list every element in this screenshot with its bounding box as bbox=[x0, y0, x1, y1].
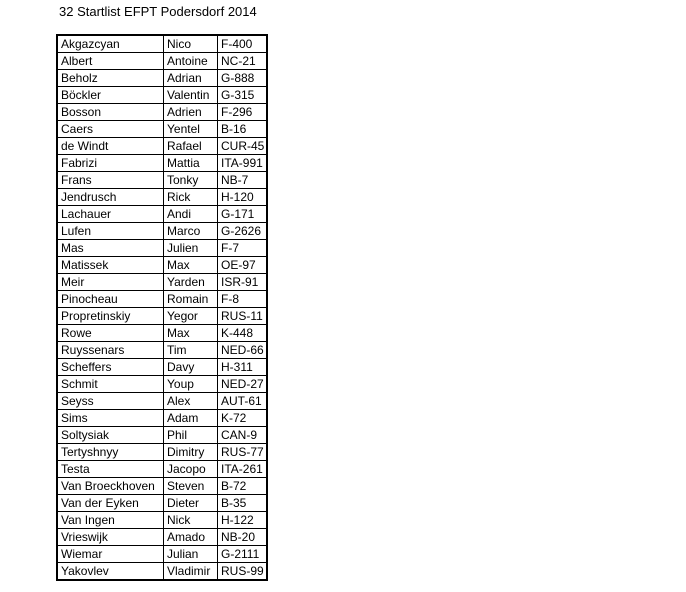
last-name-cell: Van der Eyken bbox=[57, 495, 164, 512]
last-name-cell: Sims bbox=[57, 410, 164, 427]
table-row bbox=[57, 342, 267, 359]
sail-number-cell: B-72 bbox=[218, 478, 268, 495]
first-name-cell: Valentin bbox=[164, 87, 218, 104]
last-name-cell: Schmit bbox=[57, 376, 164, 393]
last-name-cell: Ruyssenars bbox=[57, 342, 164, 359]
first-name-cell: Yarden bbox=[164, 274, 218, 291]
last-name-cell: Vrieswijk bbox=[57, 529, 164, 546]
table-row bbox=[57, 308, 267, 325]
table-row bbox=[57, 512, 267, 529]
sail-number-cell: RUS-99 bbox=[218, 563, 268, 581]
first-name-cell: Davy bbox=[164, 359, 218, 376]
last-name-cell: Testa bbox=[57, 461, 164, 478]
sail-number-cell: ITA-991 bbox=[218, 155, 268, 172]
last-name-cell: Fabrizi bbox=[57, 155, 164, 172]
first-name-cell: Steven bbox=[164, 478, 218, 495]
table-row bbox=[57, 35, 267, 53]
table-row bbox=[57, 155, 267, 172]
sail-number-cell: NED-27 bbox=[218, 376, 268, 393]
document-title: 32 Startlist EFPT Podersdorf 2014 bbox=[59, 4, 257, 19]
sail-number-cell: G-2626 bbox=[218, 223, 268, 240]
table-row bbox=[57, 546, 267, 563]
table-row bbox=[57, 478, 267, 495]
table-row bbox=[57, 427, 267, 444]
table-row bbox=[57, 53, 267, 70]
last-name-cell: Matissek bbox=[57, 257, 164, 274]
sail-number-cell: AUT-61 bbox=[218, 393, 268, 410]
first-name-cell: Tonky bbox=[164, 172, 218, 189]
last-name-cell: Meir bbox=[57, 274, 164, 291]
table-row bbox=[57, 189, 267, 206]
last-name-cell: Wiemar bbox=[57, 546, 164, 563]
sail-number-cell: ISR-91 bbox=[218, 274, 268, 291]
last-name-cell: Seyss bbox=[57, 393, 164, 410]
table-row bbox=[57, 70, 267, 87]
first-name-cell: Marco bbox=[164, 223, 218, 240]
sail-number-cell: F-400 bbox=[218, 35, 268, 53]
sail-number-cell: B-16 bbox=[218, 121, 268, 138]
last-name-cell: Böckler bbox=[57, 87, 164, 104]
first-name-cell: Antoine bbox=[164, 53, 218, 70]
first-name-cell: Rafael bbox=[164, 138, 218, 155]
sail-number-cell: F-8 bbox=[218, 291, 268, 308]
first-name-cell: Amado bbox=[164, 529, 218, 546]
table-row bbox=[57, 172, 267, 189]
first-name-cell: Youp bbox=[164, 376, 218, 393]
sail-number-cell: H-120 bbox=[218, 189, 268, 206]
table-row bbox=[57, 529, 267, 546]
last-name-cell: Akgazcyan bbox=[57, 35, 164, 53]
table-row bbox=[57, 223, 267, 240]
startlist-table bbox=[56, 34, 268, 581]
startlist-body bbox=[57, 35, 267, 580]
table-row bbox=[57, 87, 267, 104]
table-row bbox=[57, 274, 267, 291]
sail-number-cell: NB-7 bbox=[218, 172, 268, 189]
first-name-cell: Nico bbox=[164, 35, 218, 53]
sail-number-cell: F-7 bbox=[218, 240, 268, 257]
first-name-cell: Julien bbox=[164, 240, 218, 257]
first-name-cell: Max bbox=[164, 257, 218, 274]
table-row bbox=[57, 495, 267, 512]
last-name-cell: Lachauer bbox=[57, 206, 164, 223]
first-name-cell: Phil bbox=[164, 427, 218, 444]
sail-number-cell: G-2111 bbox=[218, 546, 268, 563]
last-name-cell: Frans bbox=[57, 172, 164, 189]
table-row bbox=[57, 121, 267, 138]
first-name-cell: Dieter bbox=[164, 495, 218, 512]
table-row bbox=[57, 410, 267, 427]
sail-number-cell: ITA-261 bbox=[218, 461, 268, 478]
sail-number-cell: OE-97 bbox=[218, 257, 268, 274]
table-row bbox=[57, 393, 267, 410]
first-name-cell: Adrien bbox=[164, 104, 218, 121]
first-name-cell: Andi bbox=[164, 206, 218, 223]
sail-number-cell: NC-21 bbox=[218, 53, 268, 70]
sail-number-cell: RUS-77 bbox=[218, 444, 268, 461]
first-name-cell: Yentel bbox=[164, 121, 218, 138]
table-row bbox=[57, 325, 267, 342]
last-name-cell: Rowe bbox=[57, 325, 164, 342]
first-name-cell: Dimitry bbox=[164, 444, 218, 461]
first-name-cell: Julian bbox=[164, 546, 218, 563]
table-row bbox=[57, 138, 267, 155]
table-row bbox=[57, 104, 267, 121]
first-name-cell: Rick bbox=[164, 189, 218, 206]
first-name-cell: Mattia bbox=[164, 155, 218, 172]
table-row bbox=[57, 240, 267, 257]
table-row bbox=[57, 257, 267, 274]
sail-number-cell: H-122 bbox=[218, 512, 268, 529]
sail-number-cell: K-448 bbox=[218, 325, 268, 342]
last-name-cell: Propretinskiy bbox=[57, 308, 164, 325]
first-name-cell: Adrian bbox=[164, 70, 218, 87]
last-name-cell: de Windt bbox=[57, 138, 164, 155]
first-name-cell: Romain bbox=[164, 291, 218, 308]
first-name-cell: Alex bbox=[164, 393, 218, 410]
first-name-cell: Max bbox=[164, 325, 218, 342]
first-name-cell: Adam bbox=[164, 410, 218, 427]
last-name-cell: Lufen bbox=[57, 223, 164, 240]
last-name-cell: Bosson bbox=[57, 104, 164, 121]
sail-number-cell: K-72 bbox=[218, 410, 268, 427]
table-row bbox=[57, 563, 267, 581]
sail-number-cell: G-888 bbox=[218, 70, 268, 87]
sail-number-cell: NED-66 bbox=[218, 342, 268, 359]
sail-number-cell: G-315 bbox=[218, 87, 268, 104]
last-name-cell: Van Broeckhoven bbox=[57, 478, 164, 495]
table-row bbox=[57, 376, 267, 393]
sail-number-cell: CUR-45 bbox=[218, 138, 268, 155]
last-name-cell: Jendrusch bbox=[57, 189, 164, 206]
table-row bbox=[57, 444, 267, 461]
sail-number-cell: H-311 bbox=[218, 359, 268, 376]
table-row bbox=[57, 291, 267, 308]
table-row bbox=[57, 206, 267, 223]
first-name-cell: Jacopo bbox=[164, 461, 218, 478]
sail-number-cell: F-296 bbox=[218, 104, 268, 121]
table-row bbox=[57, 461, 267, 478]
sail-number-cell: CAN-9 bbox=[218, 427, 268, 444]
first-name-cell: Tim bbox=[164, 342, 218, 359]
last-name-cell: Tertyshnyy bbox=[57, 444, 164, 461]
first-name-cell: Vladimir bbox=[164, 563, 218, 581]
sail-number-cell: B-35 bbox=[218, 495, 268, 512]
table-row bbox=[57, 359, 267, 376]
sail-number-cell: NB-20 bbox=[218, 529, 268, 546]
last-name-cell: Van Ingen bbox=[57, 512, 164, 529]
last-name-cell: Albert bbox=[57, 53, 164, 70]
last-name-cell: Mas bbox=[57, 240, 164, 257]
first-name-cell: Yegor bbox=[164, 308, 218, 325]
sail-number-cell: RUS-11 bbox=[218, 308, 268, 325]
last-name-cell: Caers bbox=[57, 121, 164, 138]
last-name-cell: Yakovlev bbox=[57, 563, 164, 581]
last-name-cell: Pinocheau bbox=[57, 291, 164, 308]
sail-number-cell: G-171 bbox=[218, 206, 268, 223]
last-name-cell: Soltysiak bbox=[57, 427, 164, 444]
last-name-cell: Scheffers bbox=[57, 359, 164, 376]
first-name-cell: Nick bbox=[164, 512, 218, 529]
last-name-cell: Beholz bbox=[57, 70, 164, 87]
